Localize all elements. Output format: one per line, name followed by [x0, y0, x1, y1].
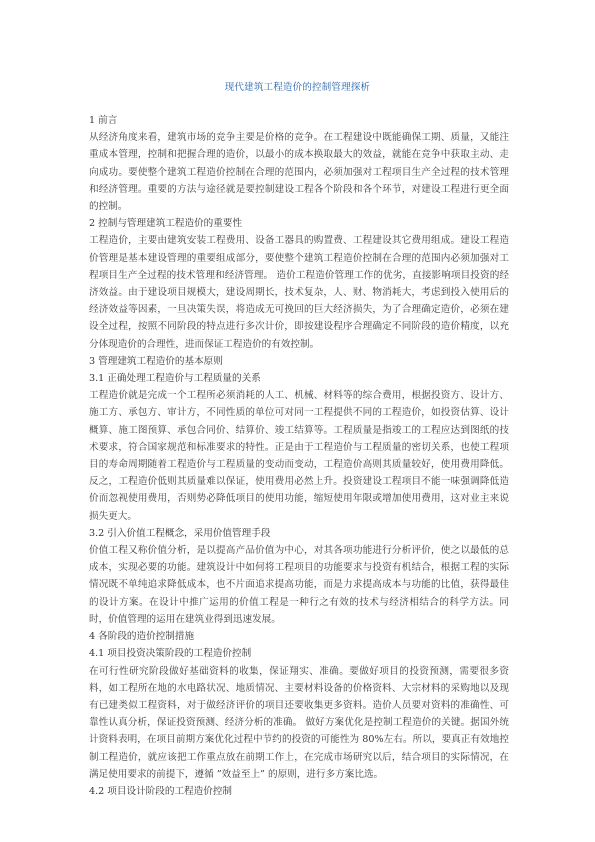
section-heading: 1 前言: [89, 115, 118, 126]
document-body: [89, 112, 509, 800]
subsection-heading: 3.2 引入价值工程概念，采用价值管理手段: [89, 527, 271, 539]
section-paragraph: 工程造价就是完成一个工程所必须消耗的人工、机械、材料等的综合费用，根据投资方、设计方、施工方、承包方、审计方，不同性质的单位可对同一工程提供不同的工程造价，如投资估算、设计概算、施工图预算、承包合同价、结算价、竣工结算等。工程质量是指竣工的工程应达到图纸的技术要求，符合国家规范和标准要求的特性。正是由于工程造价与工程质量的密切关系，也使工程项目的寿命周期随着工程造价与工程质量的变动而变动，工程造价高则其质量较好，使用费用降低。反之，工程造价低则其质量难以保证，使用费用必然上升。投资建设工程项目不能一味强调降低造价而忽视使用费用，否则势必降低项目的使用功能，缩短使用年限或增加使用费用，这对业主来说损失更大。: [89, 390, 509, 522]
subsection-heading: 4.2 项目设计阶段的工程造价控制: [89, 785, 233, 797]
section-heading: 4 各阶段的造价控制措施: [89, 631, 195, 643]
section-paragraph: 工程造价，主要由建筑安装工程费用、设备工器具的购置费、工程建设其它费用组成。建设工程造价管理是基本建设管理的重要组成部分，要使整个建筑工程造价控制在合理的范围内必须加强对工程项目生产全过程的技术管理和经济管理。 造价工程造价管理工作的优劣，直接影响项目投资的经济效益。由于建设项目规模大，建设周期长，技术复杂，人、财、物消耗大，考虑到投入使用后的经济效益等因素，一旦决策失误，将造成无可挽回的巨大经济损失，为了合理确定造价，必须在建设全过程，按照不同阶段的特点进行多次计价，即按建设程序合理确定不同阶段的造价精度，以充分体现造价的合理性，进而保证工程造价的有效控制。: [89, 235, 509, 350]
section-paragraph: 在可行性研究阶段做好基础资料的收集，保证翔实、准确。要做好项目的投资预测，需要很多资料，如工程所在地的水电路状况、地质情况、主要材料设备的价格资料、大宗材料的采购地以及现有已建类似工程资料，对于做经济评价的项目还要收集更多资料。造价人员要对资料的准确性、可靠性认真分析，保证投资预测、经济分析的准确。 做好方案优化是控制工程造价的关键。据国外统计资料表明，在项目前期方案优化过程中节约的投资的可能性为 80%左右。所以，要真正有效地控制工程造价，就应该把工作重点放在前期工作上，在完成市场研究以后，结合项目的实际情况，在满足使用要求的前提下，遵循 ”效益至上” 的原则，进行多方案比选。: [89, 665, 509, 780]
document-title: 现代建筑工程造价的控制管理探析: [224, 82, 371, 93]
section-heading: 2 控制与管理建筑工程造价的重要性: [89, 218, 243, 230]
section-paragraph: 价值工程又称价值分析，是以提高产品价值为中心，对其各项功能进行分析评价，使之以最低的总成本，实现必要的功能。建筑设计中如何将工程项目的功能要求与投资有机结合，根据工程的实际情况既不单纯追求降低成本，也不片面追求提高功能，而是力求提高成本与功能的比值，获得最佳的设计方案。在设计中推广运用的价值工程是一种行之有效的技术与经济相结合的科学方法。同时，价值管理的运用在建筑业得到迅速发展。: [89, 545, 509, 625]
section-heading: 3 管理建筑工程造价的基本原则: [89, 355, 223, 367]
subsection-heading: 4.1 项目投资决策阶段的工程造价控制: [89, 648, 252, 660]
section-paragraph: 从经济角度来看，建筑市场的竞争主要是价格的竞争。在工程建设中既能确保工期、质量，又能注重成本管理，控制和把握合理的造价，以最小的成本换取最大的效益，就能在竞争中获取主动、走向成功。要使整个建筑工程造价控制在合理的范围内，必须加强对工程项目生产全过程的技术管理和经济管理。重要的方法与途径就是要控制建设工程各个阶段和各个环节，对建设工程进行更全面的控制。: [89, 132, 509, 213]
subsection-heading: 3.1 正确处理工程造价与工程质量的关系: [89, 373, 261, 385]
